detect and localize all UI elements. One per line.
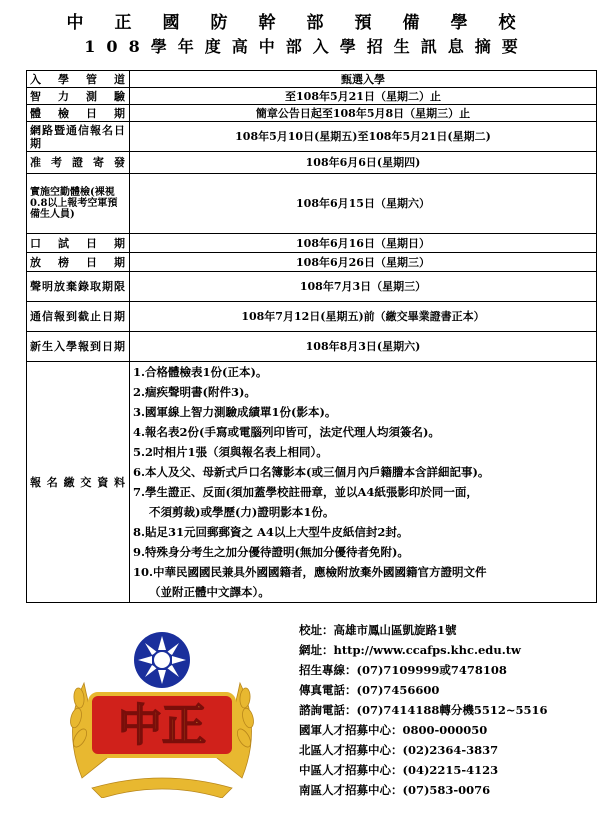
row-value: 至108年5月21日（星期二）止 — [130, 88, 597, 105]
table-row — [27, 174, 597, 234]
list-item: 10.中華民國國民兼具外國國籍者，應檢附放棄外國國籍官方證明文件 — [133, 565, 487, 579]
page-subtitle: 108學年度高中部入學招生訊息摘要 — [84, 37, 529, 56]
list-item: 9.特殊身分考生之加分優待證明(無加分優待者免附)。 — [133, 545, 409, 559]
row-value: 108年7月3日（星期三） — [130, 272, 597, 302]
row-label: 口試日期 — [27, 234, 130, 253]
row-value: 108年7月12日(星期五)前（繳交畢業證書正本） — [130, 302, 597, 332]
list-item: 5.2吋相片1張（須與報名表上相同）。 — [133, 445, 328, 459]
row-label: 准考證寄發 — [27, 152, 130, 174]
admission-info-table — [26, 70, 597, 603]
row-value: 108年8月3日(星期六) — [130, 332, 597, 362]
table-row — [27, 88, 597, 105]
table-row — [27, 332, 597, 362]
row-label: 體檢日期 — [27, 105, 130, 122]
list-item: 1.合格體檢表1份(正本)。 — [133, 365, 268, 379]
contact-info — [299, 620, 548, 800]
row-label: 網路暨通信報名日期 — [27, 122, 130, 152]
contact-hotline: 招生專線：(07)7109999或7478108 — [299, 663, 507, 677]
table-row — [27, 152, 597, 174]
list-item: 4.報名表2份(手寫或電腦列印皆可，法定代理人均須簽名)。 — [133, 425, 440, 439]
row-value: 108年6月26日（星期三） — [130, 253, 597, 272]
row-label: 通信報到截止日期 — [27, 302, 130, 332]
list-item: 7.學生證正、反面(須加蓋學校註冊章，並以A4紙張影印於同一面， — [133, 485, 478, 499]
row-label: 新生入學報到日期 — [27, 332, 130, 362]
list-item: 3.國軍線上智力測驗成績單1份(影本)。 — [133, 405, 337, 419]
row-value: 108年6月15日（星期六） — [130, 174, 597, 234]
contact-address: 校址：高雄市鳳山區凱旋路1號 — [299, 623, 457, 637]
row-label: 報名繳交資料 — [27, 362, 130, 603]
row-value: 簡章公告日起至108年5月8日（星期三）止 — [130, 105, 597, 122]
list-item: 2.痼疾聲明書(附件3)。 — [133, 385, 256, 399]
contact-recruit-south: 南區人才招募中心：(07)583-0076 — [299, 783, 491, 797]
row-value: 甄選入學 — [130, 71, 597, 88]
table-row — [27, 234, 597, 253]
table-row — [27, 253, 597, 272]
contact-inquiry: 諮詢電話：(07)7414188轉分機5512~5516 — [299, 703, 548, 717]
contact-website: 網址：http://www.ccafps.khc.edu.tw — [299, 643, 521, 657]
school-title: 中正國防幹部預備學校 — [66, 13, 547, 33]
table-row — [27, 105, 597, 122]
school-emblem-logo — [62, 628, 262, 798]
table-row — [27, 122, 597, 152]
list-item: 不須剪裁)或學歷(力)證明影本1份。 — [149, 505, 335, 519]
list-item: 8.貼足31元回郵郵資之 A4以上大型牛皮紙信封2封。 — [133, 525, 409, 539]
row-label: 聲明放棄錄取期限 — [27, 272, 130, 302]
logo-text: 中正 — [118, 700, 206, 751]
list-item: （並附正體中文譯本）。 — [149, 585, 270, 599]
row-value: 108年6月6日(星期四) — [130, 152, 597, 174]
row-label: 實施空勤體檢(裸視0.8以上報考空軍預備生人員) — [27, 174, 130, 234]
documents-list — [130, 362, 597, 603]
table-row — [27, 302, 597, 332]
contact-recruit-north: 北區人才招募中心：(02)2364-3837 — [299, 743, 499, 757]
contact-fax: 傳真電話：(07)7456600 — [299, 683, 440, 697]
table-row — [27, 71, 597, 88]
contact-recruit-central: 中區人才招募中心：(04)2215-4123 — [299, 763, 499, 777]
row-value: 108年5月10日(星期五)至108年5月21日(星期二) — [130, 122, 597, 152]
contact-recruit-national: 國軍人才招募中心：0800-000050 — [299, 723, 488, 737]
list-item: 6.本人及父、母新式戶口名簿影本(或三個月內戶籍謄本含詳細記事)。 — [133, 465, 490, 479]
row-label: 智力測驗 — [27, 88, 130, 105]
row-label: 放榜日期 — [27, 253, 130, 272]
row-label: 入學管道 — [27, 71, 130, 88]
table-row — [27, 272, 597, 302]
row-value: 108年6月16日（星期日） — [130, 234, 597, 253]
blue-sky-white-sun-icon — [134, 632, 190, 688]
table-row — [27, 362, 597, 603]
